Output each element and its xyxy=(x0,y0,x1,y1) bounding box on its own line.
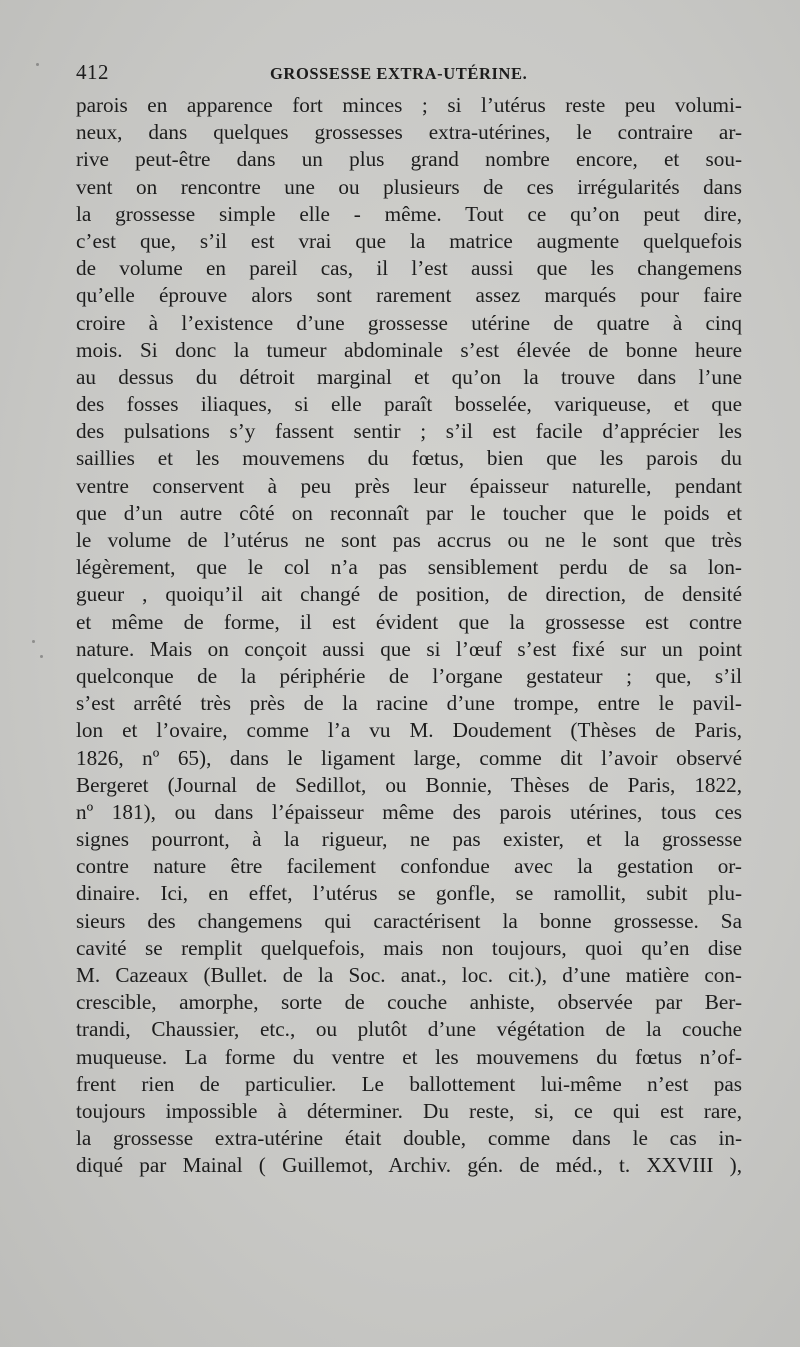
text-line: nature. Mais on conçoit aussi que si l’œuf s’est fixé sur un point xyxy=(76,636,742,661)
text-line: dinaire. Ici, en effet, l’utérus se gonfle, se ramollit, subit plu- xyxy=(76,881,742,906)
page-header xyxy=(76,56,742,92)
text-line: neux, dans quelques grossesses extra-utérines, le contraire ar- xyxy=(76,120,742,145)
text-line: Bergeret (Journal de Sedillot, ou Bonnie, Thèses de Paris, 1822, xyxy=(76,772,742,797)
running-title: GROSSESSE EXTRA-UTÉRINE. xyxy=(270,64,528,83)
text-line: qu’elle éprouve alors sont rarement assez marqués pour faire xyxy=(76,283,742,308)
body-text xyxy=(76,92,742,1180)
text-line: légèrement, que le col n’a pas sensiblement perdu de sa lon- xyxy=(76,555,742,580)
text-line: diqué par Mainal ( Guillemot, Archiv. gén. de méd., t. XXVIII ), xyxy=(76,1153,742,1178)
page-number: 412 xyxy=(76,60,109,84)
text-line: crescible, amorphe, sorte de couche anhiste, observée par Ber- xyxy=(76,990,742,1015)
text-line: signes pourront, à la rigueur, ne pas exister, et la grossesse xyxy=(76,827,742,852)
text-line: des pulsations s’y fassent sentir ; s’il est facile d’apprécier les xyxy=(76,419,742,444)
paper-speck xyxy=(36,63,39,66)
text-line: 1826, nº 65), dans le ligament large, comme dit l’avoir observé xyxy=(76,745,742,770)
text-line: trandi, Chaussier, etc., ou plutôt d’une végétation de la couche xyxy=(76,1017,742,1042)
text-line: vent on rencontre une ou plusieurs de ces irrégularités dans xyxy=(76,174,742,199)
text-line: parois en apparence fort minces ; si l’utérus reste peu volumi- xyxy=(76,93,742,117)
paper-speck xyxy=(32,640,35,643)
paper-speck xyxy=(40,655,43,658)
text-line: muqueuse. La forme du ventre et les mouvemens du fœtus n’of- xyxy=(76,1044,742,1069)
text-line: de volume en pareil cas, il l’est aussi que les changemens xyxy=(76,256,742,281)
text-line: saillies et les mouvemens du fœtus, bien que les parois du xyxy=(76,446,742,471)
text-line: contre nature être facilement confondue avec la gestation or- xyxy=(76,854,742,879)
text-line: le volume de l’utérus ne sont pas accrus ou ne le sont que très xyxy=(76,528,742,552)
text-line: des fosses iliaques, si elle paraît bosselée, variqueuse, et que xyxy=(76,392,742,417)
text-line: quelconque de la périphérie de l’organe gestateur ; que, s’il xyxy=(76,663,742,688)
text-line: toujours impossible à déterminer. Du reste, si, ce qui est rare, xyxy=(76,1098,742,1123)
text-line: nº 181), ou dans l’épaisseur même des parois utérines, tous ces xyxy=(76,799,742,824)
text-line: et même de forme, il est évident que la grossesse est contre xyxy=(76,609,742,634)
text-line: mois. Si donc la tumeur abdominale s’est élevée de bonne heure xyxy=(76,337,742,362)
text-line: cavité se remplit quelquefois, mais non toujours, quoi qu’en dise xyxy=(76,935,742,960)
text-line: frent rien de particulier. Le ballottement lui-même n’est pas xyxy=(76,1071,742,1096)
text-line: que d’un autre côté on reconnaît par le toucher que le poids et xyxy=(76,500,742,525)
text-line: M. Cazeaux (Bullet. de la Soc. anat., loc. cit.), d’une matière con- xyxy=(76,963,742,987)
text-line: ventre conservent à peu près leur épaisseur naturelle, pendant xyxy=(76,473,742,498)
text-line: lon et l’ovaire, comme l’a vu M. Doudement (Thèses de Paris, xyxy=(76,718,742,743)
book-page xyxy=(76,56,742,1180)
text-line: gueur , quoiqu’il ait changé de position, de direction, de densité xyxy=(76,582,742,607)
text-line: s’est arrêté très près de la racine d’une trompe, entre le pavil- xyxy=(76,691,742,716)
text-line: c’est que, s’il est vrai que la matrice augmente quelquefois xyxy=(76,228,742,253)
text-line: la grossesse simple elle - même. Tout ce qu’on peut dire, xyxy=(76,201,742,226)
text-line: la grossesse extra-utérine était double, comme dans le cas in- xyxy=(76,1126,742,1151)
text-line: sieurs des changemens qui caractérisent la bonne grossesse. Sa xyxy=(76,908,742,933)
text-line: au dessus du détroit marginal et qu’on la trouve dans l’une xyxy=(76,364,742,389)
text-line: croire à l’existence d’une grossesse utérine de quatre à cinq xyxy=(76,310,742,335)
text-line: rive peut-être dans un plus grand nombre encore, et sou- xyxy=(76,147,742,172)
